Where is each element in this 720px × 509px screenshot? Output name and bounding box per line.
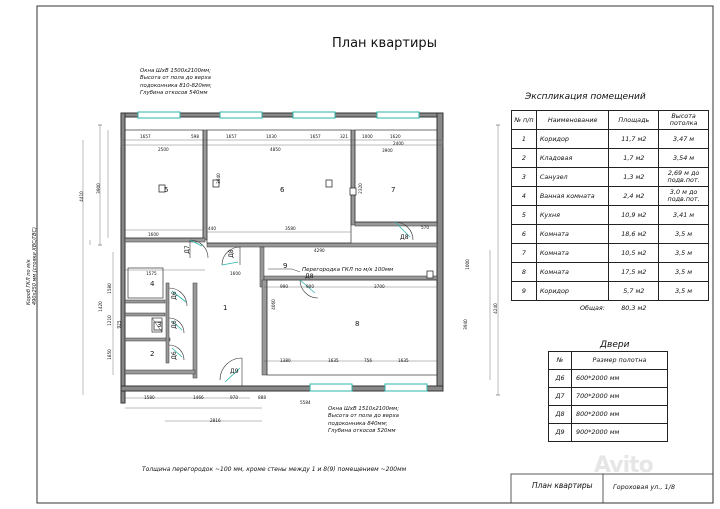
dimension-label: 5584 [300,400,311,405]
explication-table [511,110,709,315]
table-cell: Коридор [536,130,609,149]
duct-label [26,227,38,305]
table-cell: 6 [512,225,537,244]
table-cell: 4 [512,187,537,206]
door-label-d6: Д6 [170,320,178,329]
doors-title: Двери [600,340,630,350]
column-header: Наименование [536,111,609,130]
door-label-d8: Д8 [305,273,314,280]
dimension-label: 990 [280,284,288,289]
dimension-label: 888 [258,395,266,400]
table-cell: Комната [536,244,609,263]
dimension-label: 1635 [398,358,409,363]
table-cell: 10,9 м2 [609,206,659,225]
table-cell: 10,5 м2 [609,244,659,263]
dimension-label: 1600 [148,232,159,237]
room-number-4: 4 [150,280,155,288]
dimension-label: 3580 [285,226,296,231]
door-label-d6: Д6 [170,291,178,300]
dimension-label: 1657 [310,134,321,139]
table-cell: 3,5 м [659,282,709,301]
table-cell: 18,6 м2 [609,225,659,244]
column-header: № п/п [512,111,537,130]
table-cell: 7 [512,244,537,263]
table-cell: 9 [512,282,537,301]
table-cell: 2,4 м2 [609,187,659,206]
duct-label-line: 490х250 мм (стояки ХВС/ГВС) [32,227,38,305]
dimension-label: 1000 [362,134,373,139]
table-row [512,282,709,301]
total-label: Общая: [580,303,605,312]
window-note-top-line: подоконника 810-820мм; [140,82,212,89]
table-cell: Д8 [549,406,572,424]
dimension-label: 1620 [390,134,401,139]
table-cell: 8 [512,263,537,282]
table-cell: 2 [512,149,537,168]
explication-title: Экспликация помещений [525,92,646,102]
dimension-label: 1575 [146,271,157,276]
table-cell: 1,3 м2 [609,168,659,187]
column-header: Высота потолка [659,111,709,130]
doors-table [548,351,668,442]
window-note-top-line: Высота от пола до верха [140,75,211,82]
window-note-bottom [328,406,399,436]
dimension-label: 4850 [270,147,281,152]
dimension-label: 1657 [226,134,237,139]
table-cell: 700*2000 мм [572,388,668,406]
footnote: Толщина перегородок ~100 мм, кроме стены между 1 и 8(9) помещением ~200мм [142,466,407,473]
table-cell: Коридор [536,282,609,301]
table-cell: 3,0 м до подв.пот. [659,187,709,206]
table-cell: 600*2000 мм [572,370,668,388]
dimension-label: 1850 [106,349,112,360]
dimension-label: 4240 [492,303,498,314]
table-row [512,244,709,263]
table-cell: Ванная комната [536,187,609,206]
table-cell: 5 [512,206,537,225]
column-header: № [549,352,572,370]
total-value: 80,3 м2 [621,303,647,312]
table-cell: 3,5 м [659,225,709,244]
table-cell: 17,5 м2 [609,263,659,282]
dimension-label: 925 [116,320,122,329]
table-cell: 11,7 м2 [609,130,659,149]
table-row [549,406,668,424]
table-row [512,206,709,225]
table-cell: Санузел [536,168,609,187]
table-cell: 1,7 м2 [609,149,659,168]
dimension-label: 4060 [270,299,276,310]
dimension-label: 3640 [215,173,221,184]
window-note-bottom-line: подоконника 840мм; [328,420,388,427]
dimension-label: 1580 [106,283,112,294]
dimension-label: 3940 [462,319,468,330]
dimension-label: 4410 [78,191,84,202]
dimension-label: 900 [306,284,314,289]
window-note-top [140,68,212,98]
dimension-label: 1466 [193,395,204,400]
table-cell: 3 [512,168,537,187]
table-row [512,187,709,206]
room-number-5: 5 [164,186,169,194]
door-label-d9: Д9 [230,368,239,375]
dimension-label: 1635 [328,358,339,363]
room-number-3: 3 [157,321,162,329]
dimension-label: 1580 [144,395,155,400]
dimension-label: 1600 [230,271,241,276]
dimension-label: 3900 [95,183,101,194]
dimension-label: 1030 [266,134,277,139]
column-header: Размер полотна [572,352,668,370]
total-row [512,301,709,316]
table-row [512,149,709,168]
room-number-2: 2 [150,350,155,358]
table-row [512,168,709,187]
table-cell: 3,41 м [659,206,709,225]
dimension-label: 2400 [393,141,404,146]
dimension-label: 3700 [374,284,385,289]
dimension-label: 1380 [280,358,291,363]
table-cell: 3,5 м [659,263,709,282]
door-label-d6: Д6 [170,351,178,360]
table-cell: Д7 [549,388,572,406]
dimension-label: 2816 [210,418,221,423]
table-row [549,388,668,406]
window-note-top-line: Окна ШхВ 1500х2100мм; [140,68,211,74]
table-cell: 3,47 м [659,130,709,149]
watermark-logo: Avito [594,453,653,478]
room-number-7: 7 [391,186,396,194]
stamp-sheet-name: План квартиры [532,481,593,490]
table-cell: Д6 [549,370,572,388]
dimension-label: 970 [230,395,238,400]
dimension-label: 1420 [97,301,103,312]
table-cell: Д9 [549,424,572,442]
dimension-label: 4290 [314,248,325,253]
table-cell: Комната [536,225,609,244]
table-cell: 3,5 м [659,244,709,263]
room-number-6: 6 [280,186,285,194]
dimension-label: 1210 [106,315,112,326]
page-title: План квартиры [332,36,437,51]
dimension-label: 598 [191,134,199,139]
table-cell: Кладовая [536,149,609,168]
dimension-label: 440 [208,226,216,231]
window-note-bottom-line: Высота от пола до верха [328,413,399,420]
window-note-top-line: Глубина откосов 540мм [140,90,208,97]
duct-label-line: Короб ГКЛ по м/к [26,259,32,305]
table-cell: Комната [536,263,609,282]
table-header-row [512,111,709,130]
table-cell: Кухня [536,206,609,225]
door-label-d8: Д8 [400,234,409,241]
dimension-label: 1657 [140,134,151,139]
window-note-bottom-line: Окна ШхВ 1510х2100мм; [328,406,399,412]
partition-label: Перегородка ГКЛ по м/к 100мм [302,267,394,273]
dimension-label: 570 [421,225,429,230]
room-number-9: 9 [283,262,288,270]
table-row [549,370,668,388]
room-number-1: 1 [223,304,228,312]
table-header-row [549,352,668,370]
table-cell: 900*2000 мм [572,424,668,442]
room-number-8: 8 [355,320,360,328]
dimension-label: 3900 [382,148,393,153]
table-cell: 2,69 м до подв.пот. [659,168,709,187]
door-label-d8: Д8 [227,249,235,258]
column-header: Площадь [609,111,659,130]
table-row [512,130,709,149]
dimension-label: 756 [364,358,372,363]
stamp-address: Гороховая ул., 1/8 [613,483,675,491]
empty-cell [512,301,537,316]
dimension-label: 2320 [357,183,363,194]
table-row [512,263,709,282]
table-cell: 1 [512,130,537,149]
window-note-bottom-line: Глубина откосов 520мм [328,428,396,435]
table-cell: 5,7 м2 [609,282,659,301]
door-label-d7: Д7 [183,245,191,254]
table-cell: 3,54 м [659,149,709,168]
empty-cell [659,301,709,316]
dimension-label: 1000 [464,259,470,270]
table-row [549,424,668,442]
table-cell: 800*2000 мм [572,406,668,424]
dimension-label: 2500 [158,147,169,152]
dimension-label: 321 [340,134,348,139]
table-row [512,225,709,244]
